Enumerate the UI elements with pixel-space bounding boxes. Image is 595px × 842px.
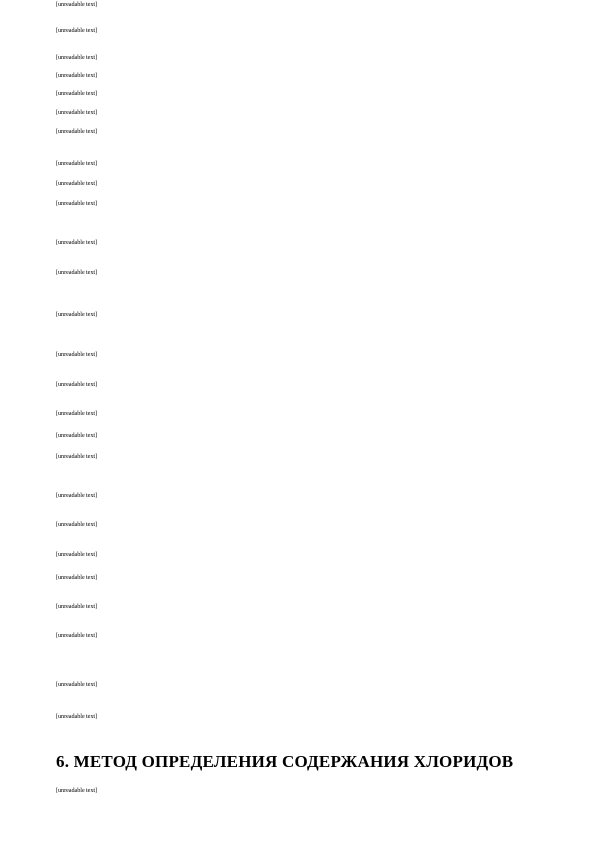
paragraph: [unreadable text] — [56, 713, 98, 720]
paragraph: [unreadable text] — [56, 128, 98, 135]
paragraph: [unreadable text] — [56, 54, 98, 61]
paragraph: [unreadable text] — [56, 681, 98, 688]
paragraph: [unreadable text] — [56, 269, 98, 276]
subsection-heading: [unreadable text] — [56, 180, 98, 187]
section-title: 6. МЕТОД ОПРЕДЕЛЕНИЯ СОДЕРЖАНИЯ ХЛОРИДОВ — [56, 752, 514, 771]
paragraph: [unreadable text] — [56, 72, 98, 79]
paragraph: [unreadable text] — [56, 351, 98, 358]
paragraph: [unreadable text] — [56, 311, 98, 318]
paragraph: [unreadable text] — [56, 492, 98, 499]
paragraph: [unreadable text] — [56, 200, 98, 207]
paragraph: [unreadable text] — [56, 109, 98, 116]
paragraph: [unreadable text] — [56, 787, 98, 794]
paragraph: [unreadable text] — [56, 521, 98, 528]
paragraph: [unreadable text] — [56, 160, 98, 167]
paragraph: [unreadable text] — [56, 574, 98, 581]
paragraph: [unreadable text] — [56, 1, 98, 8]
paragraph: [unreadable text] — [56, 27, 98, 34]
paragraph: [unreadable text] — [56, 410, 98, 417]
paragraph: [unreadable text] — [56, 632, 98, 639]
paragraph: [unreadable text] — [56, 551, 98, 558]
paragraph: [unreadable text] — [56, 90, 98, 97]
paragraph: [unreadable text] — [56, 453, 98, 460]
paragraph: [unreadable text] — [56, 381, 98, 388]
paragraph: [unreadable text] — [56, 239, 98, 246]
paragraph: [unreadable text] — [56, 432, 98, 439]
paragraph: [unreadable text] — [56, 603, 98, 610]
